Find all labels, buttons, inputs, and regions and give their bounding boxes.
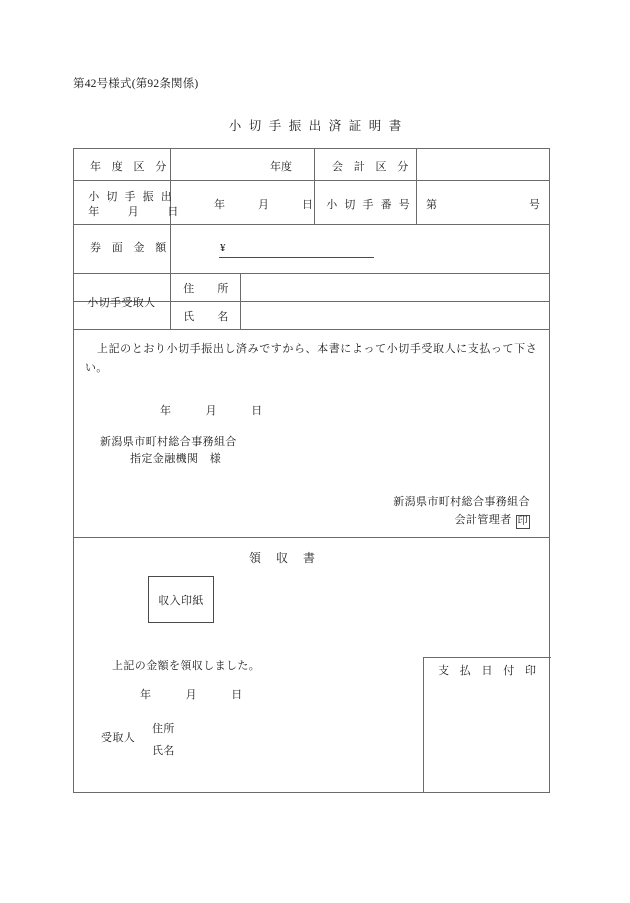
receipt-payee-label: 受取人 <box>101 732 136 744</box>
receipt-payee-fields <box>152 718 175 762</box>
revenue-stamp-label: 収入印紙 <box>158 594 204 607</box>
addressee-organization: 新潟県市町村総合事務組合 <box>100 436 237 448</box>
value-check-number-prefix: 第 <box>426 199 437 211</box>
label-payee-name: 氏 名 <box>183 311 229 323</box>
receipt-title: 領収書 <box>249 551 331 565</box>
label-issue-date-line2: 年 月 日 <box>88 206 181 218</box>
label-issue-date-line1: 小 切 手 振 出 <box>88 191 174 203</box>
signer-title-row <box>393 511 530 529</box>
label-accounting-division: 会 計 区 分 <box>332 161 413 173</box>
receipt-field-address[interactable]: 住所 <box>152 723 175 735</box>
label-check-number: 小 切 手 番 号 <box>326 199 412 211</box>
payment-stamp-area[interactable] <box>423 685 551 793</box>
amount-entry-line[interactable] <box>219 257 374 258</box>
certificate-body-text: 上記のとおり小切手振出し済みですから、本書によって小切手受取人に支払って下さい。 <box>85 343 537 374</box>
value-check-number-suffix: 号 <box>529 199 540 211</box>
seal-icon: 印 <box>517 516 528 527</box>
label-face-amount: 券 面 金 額 <box>90 242 171 254</box>
value-fiscal-year-suffix: 年度 <box>270 161 292 173</box>
label-fiscal-year-division: 年 度 区 分 <box>90 161 171 173</box>
signer-title: 会計管理者 <box>454 514 512 526</box>
certificate-date-line[interactable]: 年 月 日 <box>160 405 263 417</box>
divider-payment-stamp-header <box>423 657 551 658</box>
divider-receipt-section <box>74 537 549 538</box>
receipt-date-line[interactable]: 年 月 日 <box>140 689 243 701</box>
divider-row2 <box>74 224 549 225</box>
receipt-note: 上記の金額を領収しました。 <box>112 660 261 672</box>
document-title: 小切手振出済証明書 <box>228 119 409 133</box>
certificate-signer <box>393 493 530 529</box>
value-issue-date[interactable]: 年 月 日 <box>214 199 313 211</box>
divider-row3 <box>74 273 549 274</box>
divider-row4 <box>74 329 549 330</box>
currency-symbol: ¥ <box>220 242 226 254</box>
form-number: 第42号様式(第92条関係) <box>73 78 199 90</box>
divider-row1 <box>74 180 549 181</box>
divider-payee-sub <box>240 273 241 329</box>
signer-organization: 新潟県市町村総合事務組合 <box>393 496 530 508</box>
receipt-field-name[interactable]: 氏名 <box>152 745 175 757</box>
label-check-payee: 小切手受取人 <box>87 297 156 309</box>
divider-col-label2 <box>416 149 417 224</box>
divider-col-value <box>314 149 315 224</box>
certificate-form <box>73 148 550 793</box>
addressee-target: 指定金融機関 様 <box>130 453 222 465</box>
revenue-stamp-box[interactable] <box>148 576 214 623</box>
certificate-addressee <box>100 434 237 468</box>
payment-stamp-label: 支 払 日 付 印 <box>438 665 540 677</box>
label-payee-address: 住 所 <box>183 283 229 295</box>
